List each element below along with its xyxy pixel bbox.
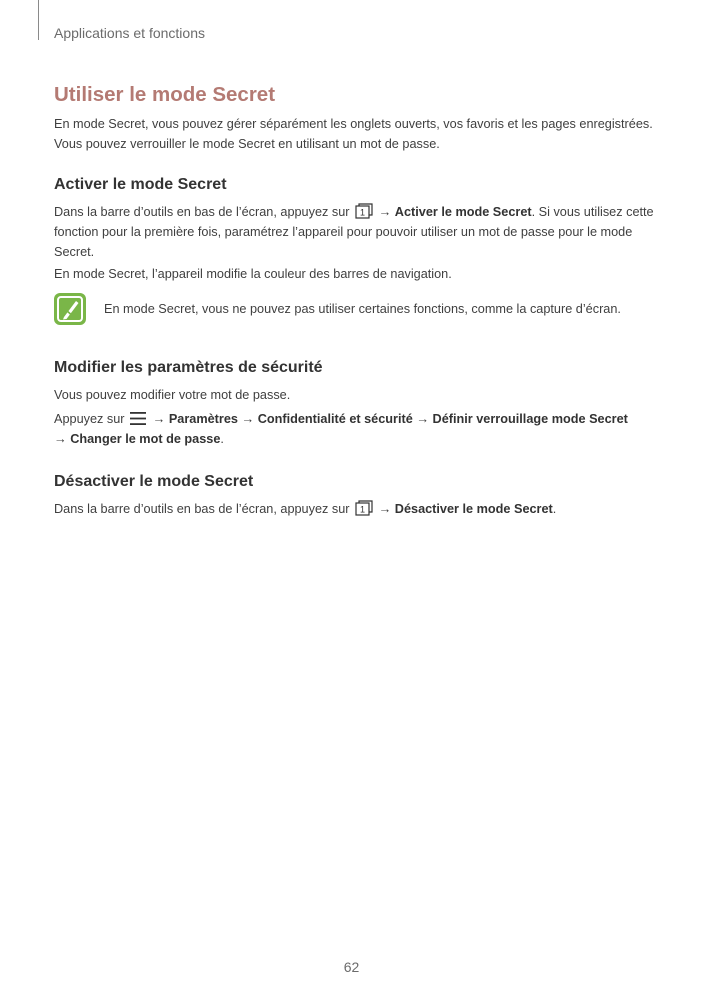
navigation-color-paragraph: En mode Secret, l’appareil modifie la couleur des barres de navigation. bbox=[54, 267, 452, 281]
page-header: Applications et fonctions bbox=[54, 25, 205, 41]
security-end: . bbox=[220, 432, 224, 446]
security-arrow-3: → bbox=[416, 412, 430, 426]
menu-icon bbox=[130, 412, 146, 425]
margin-rule bbox=[38, 0, 39, 40]
deactivate-arrow: → bbox=[378, 502, 392, 516]
note-icon bbox=[54, 293, 86, 325]
svg-text:1: 1 bbox=[360, 207, 366, 218]
svg-text:1: 1 bbox=[360, 504, 366, 515]
privacy-security-label: Confidentialité et sécurité bbox=[257, 412, 413, 426]
security-paragraph-1: Vous pouvez modifier votre mot de passe. bbox=[54, 388, 291, 402]
activate-paragraph bbox=[54, 202, 654, 262]
note-box bbox=[54, 293, 654, 325]
deactivate-text-before: Dans la barre d’outils en bas de l’écran, appuyez sur bbox=[54, 502, 350, 516]
subsection-title-deactivate: Désactiver le mode Secret bbox=[54, 473, 254, 490]
section-intro: En mode Secret, vous pouvez gérer séparément les onglets ouverts, vos favoris et les pages enregistrées. Vous pouvez verrouiller le mode Secret en utilisant un mot de passe. bbox=[54, 117, 653, 151]
deactivate-paragraph bbox=[54, 499, 654, 519]
security-paragraph-2 bbox=[54, 409, 654, 449]
note-text: En mode Secret, vous ne pouvez pas utiliser certaines fonctions, comme la capture d’écran. bbox=[104, 302, 621, 316]
subsection-title-security: Modifier les paramètres de sécurité bbox=[54, 359, 323, 376]
activate-arrow: → bbox=[378, 205, 392, 219]
security-arrow-2: → bbox=[241, 412, 255, 426]
security-text-before: Appuyez sur bbox=[54, 412, 125, 426]
set-secret-lock-label: Définir verrouillage mode Secret bbox=[432, 412, 628, 426]
page-number: 62 bbox=[343, 959, 360, 975]
tabs-icon bbox=[355, 500, 373, 516]
settings-label: Paramètres bbox=[168, 412, 238, 426]
activate-text-after: . Si vous utilisez cette fonction pour la première fois, paramétrez l’appareil pour pouvoir utiliser un mot de passe pour le mode Secret. bbox=[54, 205, 654, 259]
activate-secret-mode-label: Activer le mode Secret bbox=[394, 205, 532, 219]
activate-text-before: Dans la barre d’outils en bas de l’écran, appuyez sur bbox=[54, 205, 350, 219]
deactivate-secret-mode-label: Désactiver le mode Secret bbox=[394, 502, 553, 516]
security-arrow-4: → bbox=[54, 432, 67, 446]
security-arrow-1: → bbox=[152, 412, 166, 426]
tabs-icon bbox=[355, 203, 373, 219]
change-password-label: Changer le mot de passe bbox=[70, 432, 221, 446]
section-title: Utiliser le mode Secret bbox=[54, 83, 276, 106]
subsection-title-activate: Activer le mode Secret bbox=[54, 176, 227, 193]
deactivate-end: . bbox=[552, 502, 557, 516]
page-content bbox=[54, 80, 654, 519]
